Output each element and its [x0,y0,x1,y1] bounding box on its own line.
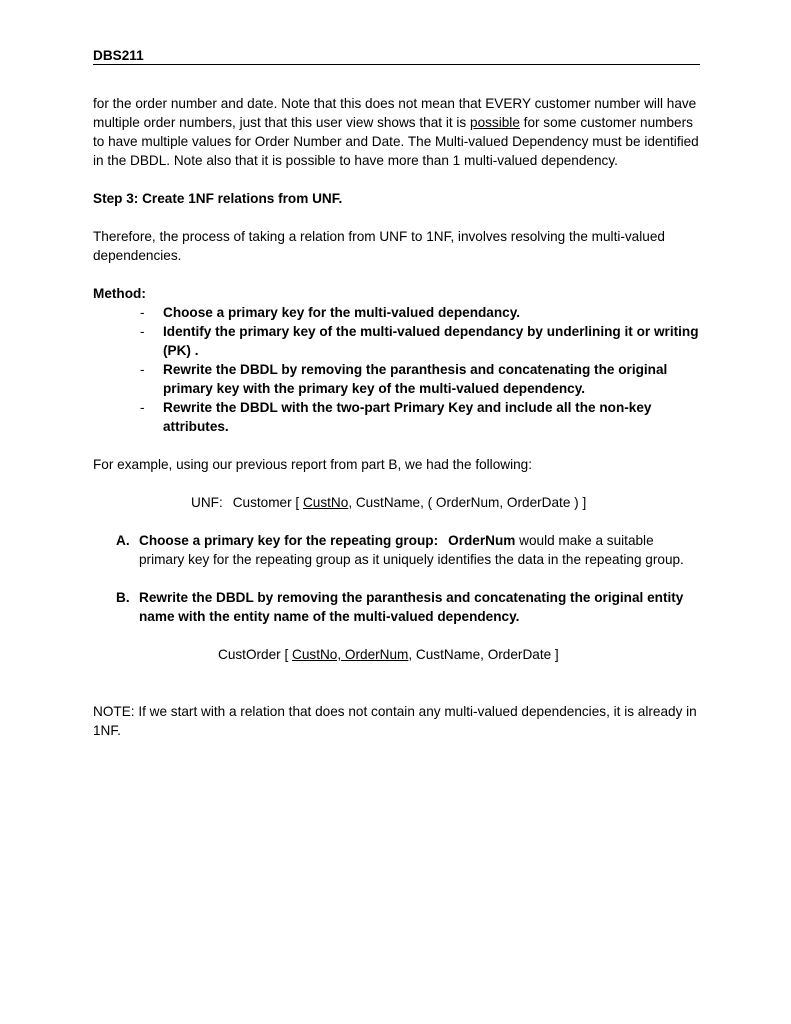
method-item-text: Identify the primary key of the multi-valued dependancy by underlining it or writing (PK) . [163,324,699,358]
note-paragraph: NOTE: If we start with a relation that does not contain any multi-valued dependencies, it is already in 1NF. [93,704,697,738]
method-item-text: Rewrite the DBDL by removing the paranthesis and concatenating the original primary key with the primary key of the multi-valued dependency. [163,362,668,396]
step-a-bold: Choose a primary key for the repeating group: [139,533,439,548]
unf-relation [93,493,700,512]
method-heading: Method: [93,286,146,301]
step-a [93,531,700,569]
unf-label: UNF: [191,495,223,510]
dash-bullet: - [140,324,145,339]
unf-key: CustNo [302,495,349,510]
method-item [93,398,700,436]
step-b [93,588,700,626]
method-item-text: Choose a primary key for the multi-valued dependancy. [163,305,521,320]
step3-heading: Step 3: Create 1NF relations from UNF. [93,191,343,206]
header-title: DBS211 [93,48,144,63]
dash-bullet: - [140,305,145,320]
intro-underlined-word: possible [470,115,520,130]
custorder-prefix: CustOrder [ [218,647,293,662]
example-intro: For example, using our previous report from part B, we had the following: [93,457,532,472]
document-body [93,94,700,759]
unf-suffix: , CustName, ( OrderNum, OrderDate ) ] [348,495,587,510]
method-item [93,322,700,360]
unf-prefix: Customer [ [232,495,303,510]
intro-text-part1: for the order number and date. Note that this does not mean that EVERY customer number will have multiple order numbers, just that this user view shows that it is [93,96,697,130]
custorder-relation [93,645,700,664]
method-list [93,303,700,436]
step-a-letter: A. [116,533,130,548]
intro-text-part2: for some customer numbers to have multiple values for Order Number and Date. The Multi-valued Dependency must be identified in the DBDL. Note also that it is possible to have more than 1 multi-valued dependency. [93,115,699,168]
method-item [93,303,700,322]
therefore-paragraph: Therefore, the process of taking a relation from UNF to 1NF, involves resolving the multi-valued dependencies. [93,229,665,263]
step-b-bold: Rewrite the DBDL by removing the paranthesis and concatenating the original entity name with the entity name of the multi-valued dependency. [139,590,684,624]
header-rule [93,64,700,65]
dash-bullet: - [140,400,145,415]
step-a-key: OrderNum [448,533,516,548]
intro-paragraph [93,94,700,170]
step-a-rest: would make a suitable primary key for the repeating group as it uniquely identifies the data in the repeating group. [139,533,684,567]
step-b-letter: B. [116,590,130,605]
custorder-suffix: , CustName, OrderDate ] [408,647,559,662]
method-item [93,360,700,398]
dash-bullet: - [140,362,145,377]
custorder-key: CustNo, OrderNum [292,647,409,662]
method-item-text: Rewrite the DBDL with the two-part Primary Key and include all the non-key attributes. [163,400,652,434]
